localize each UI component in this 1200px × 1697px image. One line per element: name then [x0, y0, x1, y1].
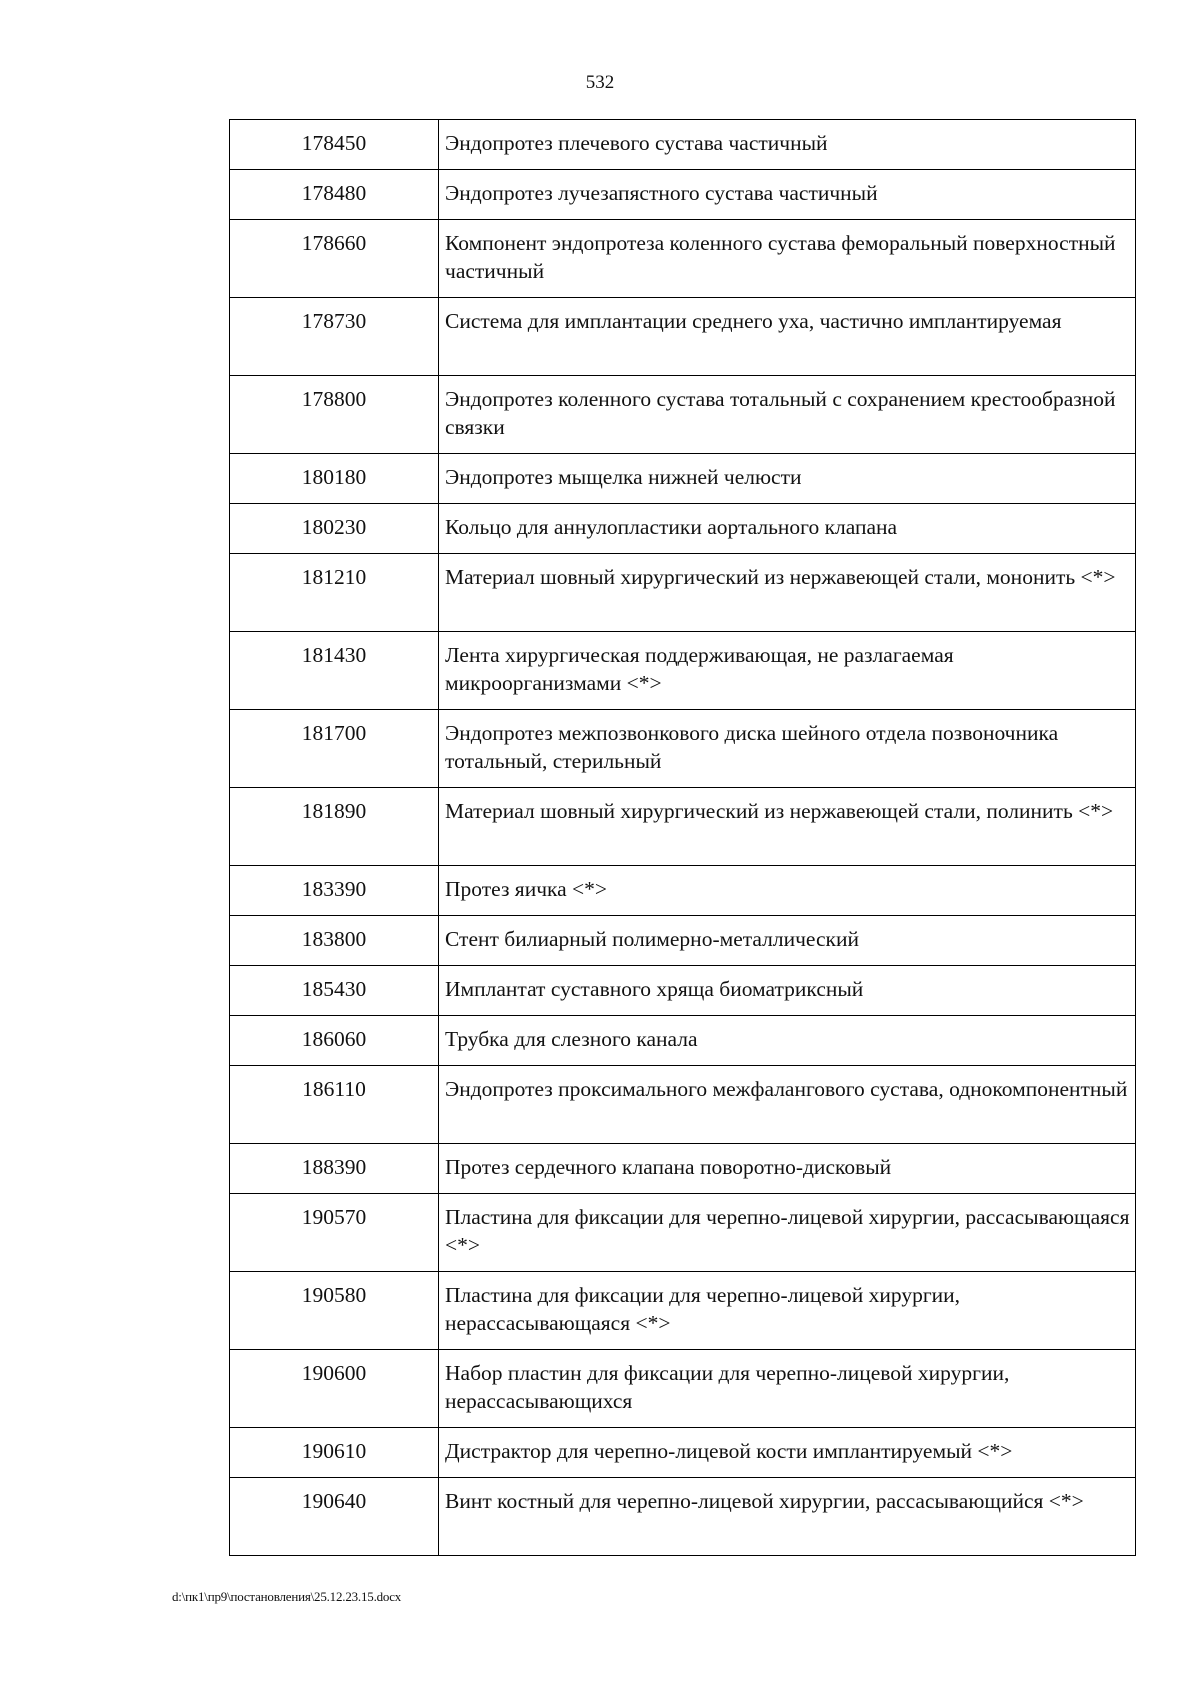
row-code: 180230 — [230, 504, 439, 554]
table-row — [230, 1428, 1136, 1478]
table-row — [230, 298, 1136, 376]
table-row — [230, 1016, 1136, 1066]
row-code: 178480 — [230, 170, 439, 220]
row-name: Материал шовный хирургический из нержавеющей стали, мононить <*> — [439, 554, 1136, 632]
table-row — [230, 1194, 1136, 1272]
row-name: Эндопротез проксимального межфалангового сустава, однокомпонентный — [439, 1066, 1136, 1144]
row-code: 181430 — [230, 632, 439, 710]
row-name: Эндопротез коленного сустава тотальный с сохранением крестообразной связки — [439, 376, 1136, 454]
row-code: 186060 — [230, 1016, 439, 1066]
row-name: Набор пластин для фиксации для черепно-лицевой хирургии, нерассасывающихся — [439, 1350, 1136, 1428]
table-row — [230, 966, 1136, 1016]
row-code: 190640 — [230, 1478, 439, 1556]
row-code: 180180 — [230, 454, 439, 504]
row-name: Эндопротез межпозвонкового диска шейного отдела позвоночника тотальный, стерильный — [439, 710, 1136, 788]
row-name: Кольцо для аннулопластики аортального клапана — [439, 504, 1136, 554]
row-code: 178730 — [230, 298, 439, 376]
row-name: Протез сердечного клапана поворотно-дисковый — [439, 1144, 1136, 1194]
row-name: Эндопротез мыщелка нижней челюсти — [439, 454, 1136, 504]
table-row — [230, 220, 1136, 298]
row-code: 181890 — [230, 788, 439, 866]
document-file-path: d:\пк1\пр9\постановления\25.12.23.15.docx — [172, 1589, 402, 1604]
table-row — [230, 916, 1136, 966]
table-row — [230, 632, 1136, 710]
table-row — [230, 866, 1136, 916]
row-name: Компонент эндопротеза коленного сустава феморальный поверхностный частичный — [439, 220, 1136, 298]
row-name: Дистрактор для черепно-лицевой кости имплантируемый <*> — [439, 1428, 1136, 1478]
row-name: Пластина для фиксации для черепно-лицевой хирургии, рассасывающаяся <*> — [439, 1194, 1136, 1272]
row-code: 185430 — [230, 966, 439, 1016]
row-name: Лента хирургическая поддерживающая, не разлагаемая микроорганизмами <*> — [439, 632, 1136, 710]
page-number: 532 — [585, 72, 615, 93]
row-code: 181700 — [230, 710, 439, 788]
row-name: Система для имплантации среднего уха, частично имплантируемая — [439, 298, 1136, 376]
codes-table — [229, 119, 1136, 1556]
row-code: 178660 — [230, 220, 439, 298]
table-row — [230, 376, 1136, 454]
row-code: 178450 — [230, 120, 439, 170]
row-code: 190610 — [230, 1428, 439, 1478]
table-row — [230, 1066, 1136, 1144]
row-name: Трубка для слезного канала — [439, 1016, 1136, 1066]
row-name: Имплантат суставного хряща биоматриксный — [439, 966, 1136, 1016]
row-name: Материал шовный хирургический из нержавеющей стали, полинить <*> — [439, 788, 1136, 866]
row-name: Протез яичка <*> — [439, 866, 1136, 916]
table-row — [230, 1272, 1136, 1350]
table-row — [230, 120, 1136, 170]
table-row — [230, 504, 1136, 554]
row-code: 178800 — [230, 376, 439, 454]
row-name: Эндопротез лучезапястного сустава частичный — [439, 170, 1136, 220]
row-code: 186110 — [230, 1066, 439, 1144]
table-row — [230, 170, 1136, 220]
row-code: 183390 — [230, 866, 439, 916]
row-code: 190580 — [230, 1272, 439, 1350]
table-row — [230, 454, 1136, 504]
row-code: 190600 — [230, 1350, 439, 1428]
table-row — [230, 1478, 1136, 1556]
table-row — [230, 710, 1136, 788]
row-name: Стент билиарный полимерно-металлический — [439, 916, 1136, 966]
row-name: Эндопротез плечевого сустава частичный — [439, 120, 1136, 170]
row-name: Винт костный для черепно-лицевой хирургии, рассасывающийся <*> — [439, 1478, 1136, 1556]
table-row — [230, 1350, 1136, 1428]
table-row — [230, 788, 1136, 866]
table-row — [230, 554, 1136, 632]
row-code: 183800 — [230, 916, 439, 966]
row-code: 188390 — [230, 1144, 439, 1194]
row-code: 190570 — [230, 1194, 439, 1272]
row-code: 181210 — [230, 554, 439, 632]
table-row — [230, 1144, 1136, 1194]
row-name: Пластина для фиксации для черепно-лицевой хирургии, нерассасывающаяся <*> — [439, 1272, 1136, 1350]
